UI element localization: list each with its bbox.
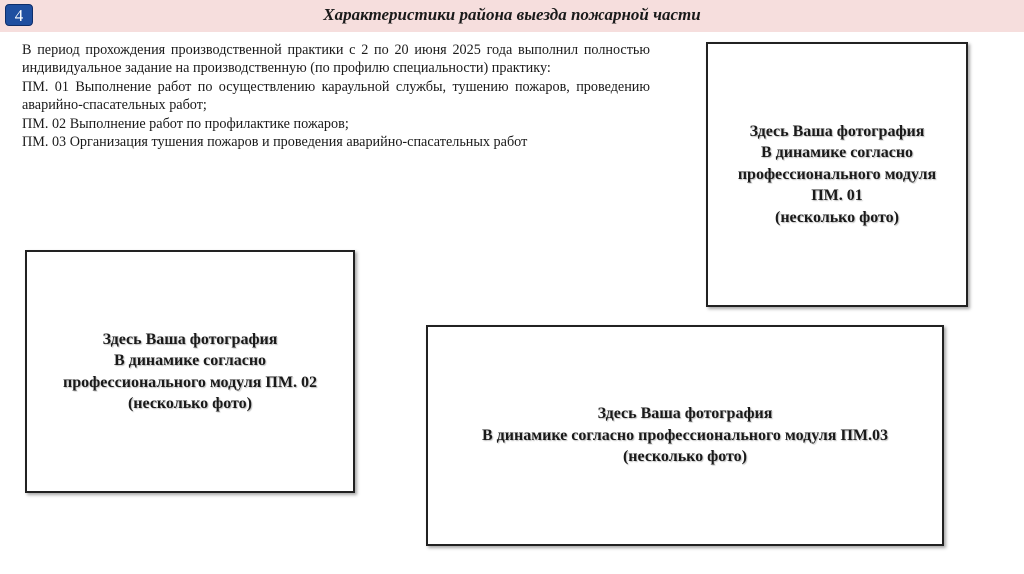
caption-line: (несколько фото) <box>127 395 252 412</box>
photo-caption-pm02 <box>63 329 317 415</box>
module-pm03-text: ПМ. 03 Организация тушения пожаров и проведения аварийно-спасательных работ <box>22 134 528 151</box>
caption-line: Здесь Ваша фотография <box>597 405 773 423</box>
caption-line: Здесь Ваша фотография <box>749 122 925 140</box>
caption-line: ПМ. 01 <box>811 187 863 205</box>
practice-description <box>22 41 650 151</box>
header-bar <box>0 0 1024 32</box>
intro-paragraph: В период прохождения производственной практики с 2 по 20 июня 2025 года выполнил полностью индивидуальное задание на производственную (по профилю специальности) практику: <box>22 42 650 77</box>
photo-placeholder-pm03 <box>426 325 944 546</box>
photo-placeholder-pm01 <box>706 42 968 307</box>
photo-caption-pm03 <box>482 403 888 468</box>
slide-title: Характеристики района выезда пожарной части <box>323 5 701 24</box>
photo-caption-pm01 <box>738 121 936 229</box>
caption-line: (несколько фото) <box>774 208 900 226</box>
slide-number-badge: 4 <box>5 4 33 26</box>
caption-line: В динамике согласно <box>113 352 267 369</box>
caption-line: профессионального модуля ПМ. 02 <box>63 373 317 391</box>
module-pm01-text: ПМ. 01 Выполнение работ по осуществлению караульной службы, тушению пожаров, проведению аварийно-спасательных работ; <box>22 78 650 114</box>
caption-line: профессионального модуля <box>737 165 937 183</box>
photo-placeholder-pm02 <box>25 250 355 493</box>
caption-line: (несколько фото) <box>622 448 747 466</box>
module-pm02-text: ПМ. 02 Выполнение работ по профилактике пожаров; <box>22 115 349 132</box>
caption-line: Здесь Ваша фотография <box>102 330 278 348</box>
caption-line: В динамике согласно <box>760 144 914 162</box>
caption-line: В динамике согласно профессионального модуля ПМ.03 <box>482 426 888 444</box>
